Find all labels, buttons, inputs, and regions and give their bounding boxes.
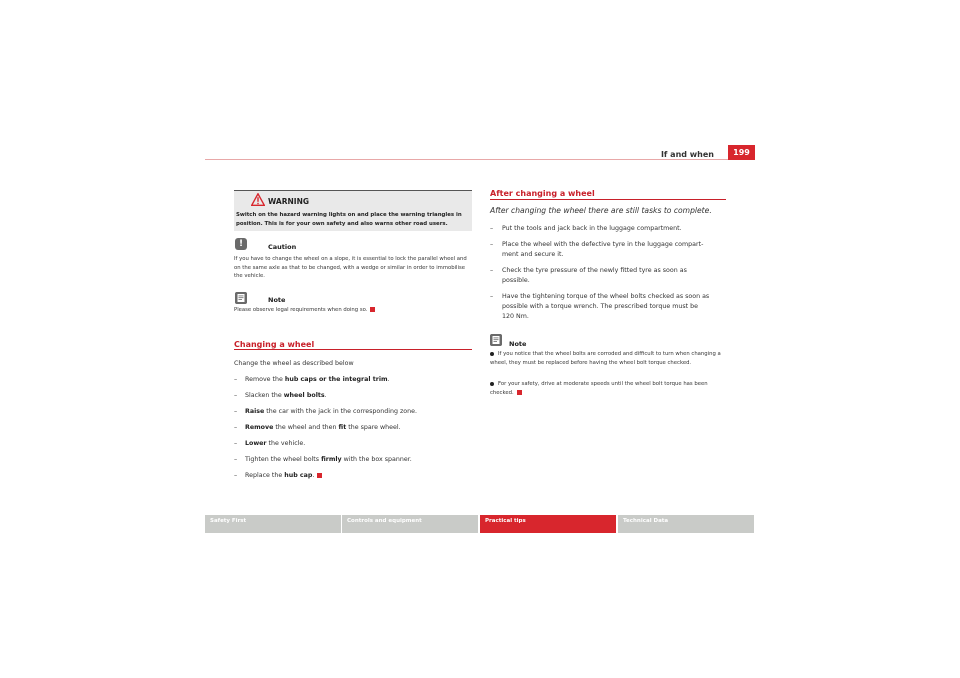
warning-text: Switch on the hazard warning lights on and place the warning triangles in position. This is for your own safety and also warns other road users. [236, 212, 462, 227]
caution-title: Caution [268, 243, 297, 251]
end-mark-icon [370, 307, 375, 312]
list-item: – Have the tightening torque of the wheel bolts checked as soon as possible with a torque wrench. The prescribed torque must be 120 Nm. [490, 293, 710, 320]
bullet-icon [490, 352, 494, 356]
footer-tab-safety-first[interactable]: Safety First [205, 515, 341, 533]
header-rule [205, 159, 728, 160]
list-item: – Tighten the wheel bolts firmly with the box spanner. [234, 456, 412, 463]
footer-tab-practical-tips[interactable]: Practical tips [480, 515, 616, 533]
note-title: Note [509, 340, 527, 348]
running-header-title: If and when [660, 150, 714, 159]
note-title: Note [268, 296, 286, 304]
changing-intro: Change the wheel as described below [234, 360, 354, 367]
end-mark-icon [517, 390, 522, 395]
note-text: Please observe legal requirements when doing so. [234, 307, 474, 313]
list-item: – Raise the car with the jack in the corresponding zone. [234, 408, 418, 415]
caution-icon: ! [235, 238, 247, 250]
section-title-changing-wheel: Changing a wheel [234, 340, 315, 349]
list-item: – Put the tools and jack back in the luggage compartment. [490, 225, 682, 232]
note-bullet-item: If you notice that the wheel bolts are corroded and difficult to turn when changing a wheel, they must be replaced before having the wheel bolt torque checked. [490, 351, 721, 366]
list-item: – Remove the wheel and then fit the spare wheel. [234, 424, 401, 431]
list-item: – Place the wheel with the defective tyre in the luggage compart- ment and secure it. [490, 241, 704, 258]
page-number: 199 [728, 145, 755, 160]
list-item: – Slacken the wheel bolts. [234, 392, 327, 399]
list-item: – Check the tyre pressure of the newly fitted tyre as soon as possible. [490, 267, 687, 284]
note-icon [235, 292, 247, 304]
section-rule [490, 199, 726, 200]
section-title-after-changing: After changing a wheel [490, 189, 595, 198]
caution-text: If you have to change the wheel on a slope, it is essential to lock the parallel wheel and on the same axle as that to be changed, with a wedge or similar in order to immobilise the vehicle. [234, 256, 467, 279]
section-subtitle: After changing the wheel there are still tasks to complete. [490, 206, 712, 215]
footer-tab-controls-equipment[interactable]: Controls and equipment [342, 515, 478, 533]
note-bullet-item: For your safety, drive at moderate speeds until the wheel bolt torque has been checked. [490, 381, 708, 396]
bullet-icon [490, 382, 494, 386]
list-item: – Replace the hub cap. [234, 472, 474, 479]
list-item: – Lower the vehicle. [234, 440, 306, 447]
footer-tab-technical-data[interactable]: Technical Data [618, 515, 754, 533]
warning-title: WARNING [268, 197, 310, 206]
note-icon [490, 334, 502, 346]
section-rule [234, 349, 472, 350]
end-mark-icon [317, 473, 322, 478]
warning-triangle-icon [251, 193, 265, 206]
list-item: – Remove the hub caps or the integral trim. [234, 376, 390, 383]
